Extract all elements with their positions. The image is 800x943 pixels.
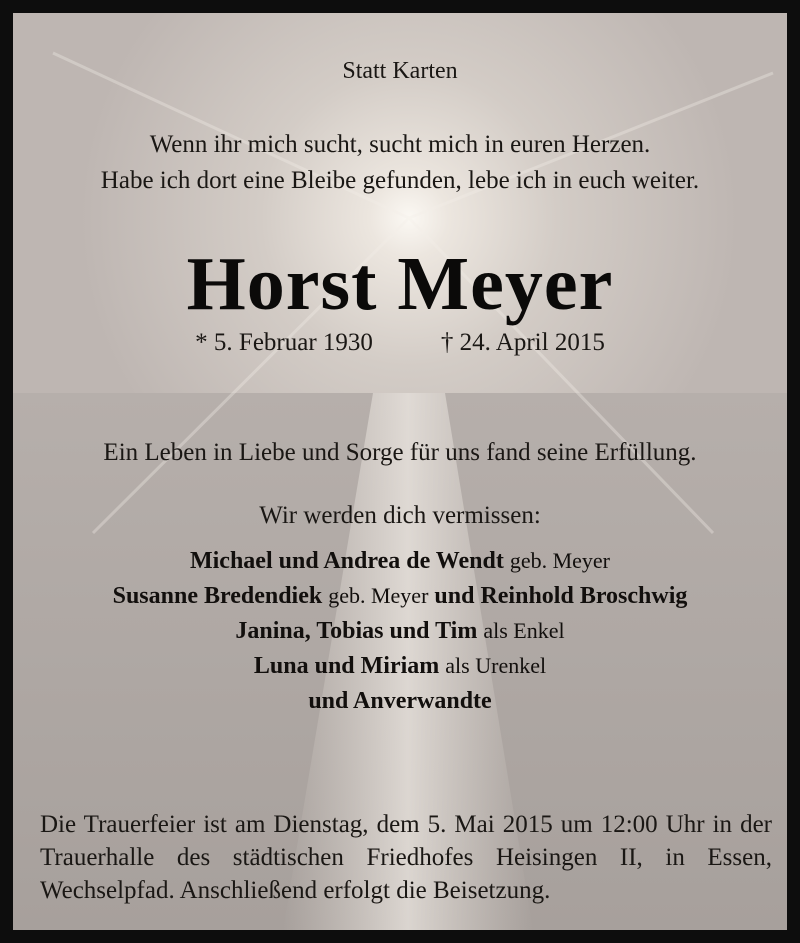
poem-line-2: Habe ich dort eine Bleibe gefunden, lebe ich in euch weiter. (100, 167, 700, 194)
poem-line-1: Wenn ihr mich sucht, sucht mich in euren Herzen. (149, 131, 651, 158)
deceased-name: Horst Meyer (186, 242, 614, 326)
family-line-5: und Anverwandte (308, 688, 492, 714)
birth-date: * 5. Februar 1930 (195, 329, 373, 356)
life-dates (13, 329, 787, 357)
funeral-details: Die Trauerfeier ist am Dienstag, dem 5. Mai 2015 um 12:00 Uhr in der Trauerhalle des städtischen Friedhofes Heisingen II, in Essen, Wechselpfad. Anschließend erfolgt die Beisetzung. (40, 811, 772, 904)
family-note: geb. Meyer (509, 548, 611, 573)
family-note: geb. Meyer (328, 583, 429, 608)
family-line-4 (13, 653, 787, 680)
miss-statement: Wir werden dich vermissen: (259, 502, 541, 529)
family-note: als Enkel (483, 618, 565, 643)
intro-text: Statt Karten (342, 58, 458, 84)
family-line-3 (13, 618, 787, 645)
family-line-2 (13, 583, 787, 610)
family-name: und Reinhold Broschwig (434, 583, 688, 609)
notice-content (13, 13, 787, 930)
family-name: Susanne Bredendiek (112, 583, 323, 609)
life-statement: Ein Leben in Liebe und Sorge für uns fand seine Erfüllung. (103, 439, 697, 466)
family-name: Janina, Tobias und Tim (235, 618, 478, 644)
death-date: † 24. April 2015 (440, 329, 605, 356)
family-name: Michael und Andrea de Wendt (189, 548, 504, 574)
family-line-1 (13, 548, 787, 575)
family-name: Luna und Miriam (253, 653, 440, 679)
family-note: als Urenkel (445, 653, 547, 678)
